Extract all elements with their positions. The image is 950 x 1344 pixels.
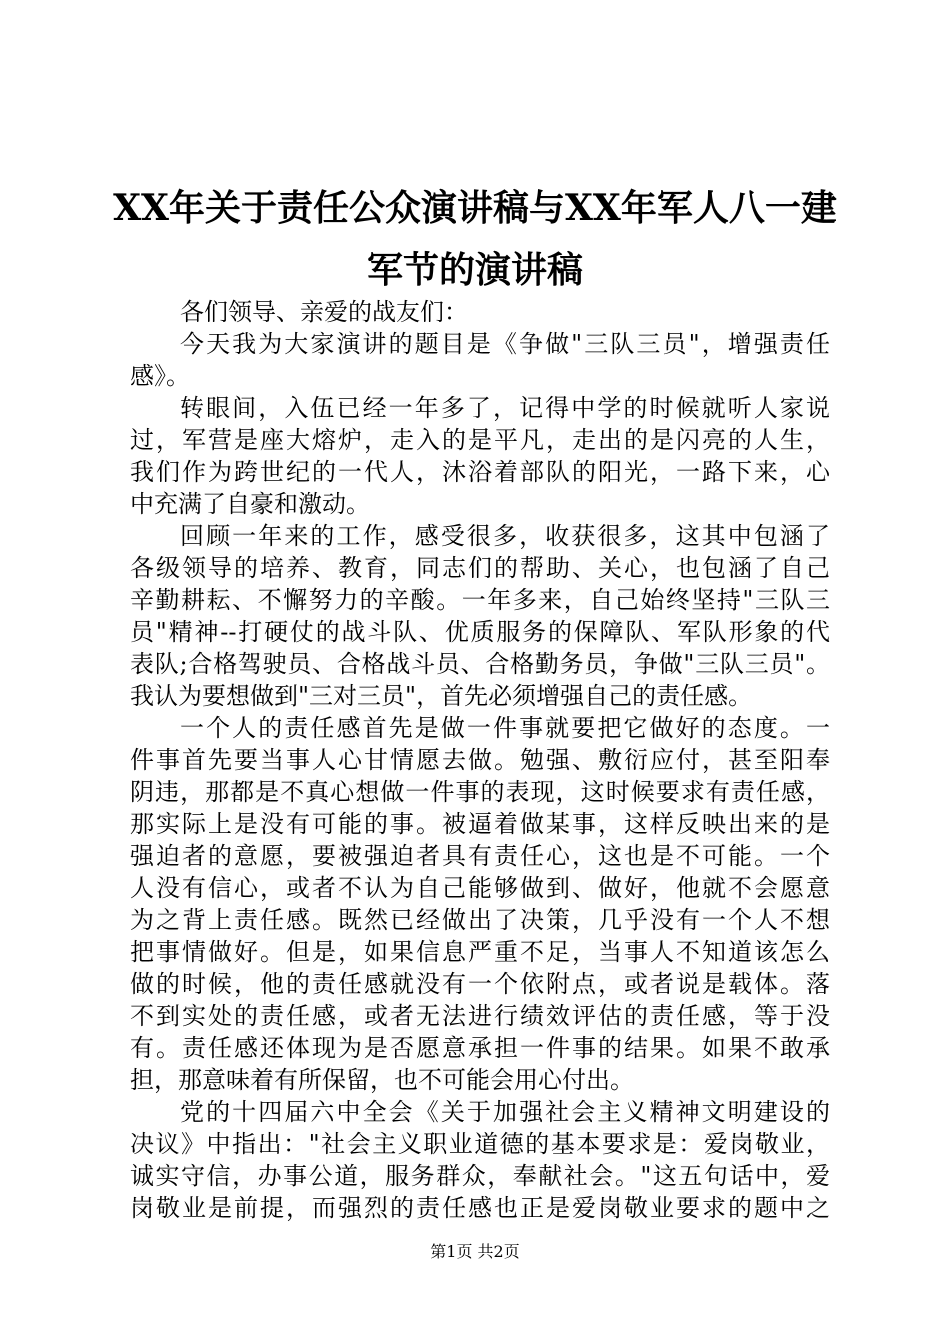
text-line: 中充满了自豪和激动。: [130, 490, 370, 518]
text-line: 担，那意味着有所保留，也不可能会用心付出。: [130, 1066, 634, 1094]
text-line: 今天我为大家演讲的题目是《争做"三队三员"，增强责任: [180, 330, 830, 358]
text-line: 表队;合格驾驶员、合格战斗员、合格勤务员，争做"三队三员"。: [130, 650, 830, 678]
text-line: 辛勤耕耘、不懈努力的辛酸。一年多来，自己始终坚持"三队三: [130, 586, 830, 614]
text-line: 决议》中指出："社会主义职业道德的基本要求是：爱岗敬业，: [130, 1130, 830, 1158]
text-line: 党的十四届六中全会《关于加强社会主义精神文明建设的: [180, 1098, 830, 1126]
text-line: 为之背上责任感。既然已经做出了决策，几乎没有一个人不想: [130, 906, 830, 934]
text-line: 一个人的责任感首先是做一件事就要把它做好的态度。一: [180, 714, 830, 742]
document-body: [130, 296, 830, 1224]
text-line: 诚实守信，办事公道，服务群众，奉献社会。"这五句话中，爱: [130, 1162, 830, 1190]
text-line: 我们作为跨世纪的一代人，沐浴着部队的阳光，一路下来，心: [130, 458, 830, 486]
text-line: 员"精神--打硬仗的战斗队、优质服务的保障队、军队形象的代: [130, 618, 830, 646]
text-line: 有。责任感还体现为是否愿意承担一件事的结果。如果不敢承: [130, 1034, 830, 1062]
text-line: 把事情做好。但是，如果信息严重不足，当事人不知道该怎么: [130, 938, 830, 966]
text-line: 做的时候，他的责任感就没有一个依附点，或者说是载体。落: [130, 970, 830, 998]
document-title-line-2: 军节的演讲稿: [366, 249, 583, 291]
page-footer: 第1页 共2页: [430, 1242, 520, 1261]
text-line: 各们领导、亲爱的战友们：: [180, 298, 468, 326]
text-line: 那实际上是没有可能的事。被逼着做某事，这样反映出来的是: [130, 810, 830, 838]
text-line: 岗敬业是前提，而强烈的责任感也正是爱岗敬业要求的题中之: [130, 1194, 830, 1222]
text-line: 件事首先要当事人心甘情愿去做。勉强、敷衍应付，甚至阳奉: [130, 746, 830, 774]
document-title-line-1: XX年关于责任公众演讲稿与XX年军人八一建: [113, 187, 837, 229]
text-line: 不到实处的责任感，或者无法进行绩效评估的责任感，等于没: [130, 1002, 830, 1030]
text-line: 转眼间，入伍已经一年多了，记得中学的时候就听人家说: [180, 394, 830, 422]
text-line: 回顾一年来的工作，感受很多，收获很多，这其中包涵了: [180, 522, 830, 550]
text-line: 阴违，那都是不真心想做一件事的表现，这时候要求有责任感，: [130, 778, 830, 806]
text-line: 各级领导的培养、教育，同志们的帮助、关心，也包涵了自己: [130, 554, 830, 582]
text-line: 我认为要想做到"三对三员"，首先必须增强自己的责任感。: [130, 682, 753, 710]
text-line: 人没有信心，或者不认为自己能够做到、做好，他就不会愿意: [130, 874, 830, 902]
text-line: 过，军营是座大熔炉，走入的是平凡，走出的是闪亮的人生，: [130, 426, 830, 454]
text-line: 强迫者的意愿，要被强迫者具有责任心，这也是不可能。一个: [130, 842, 830, 870]
text-line: 感》。: [130, 362, 190, 390]
